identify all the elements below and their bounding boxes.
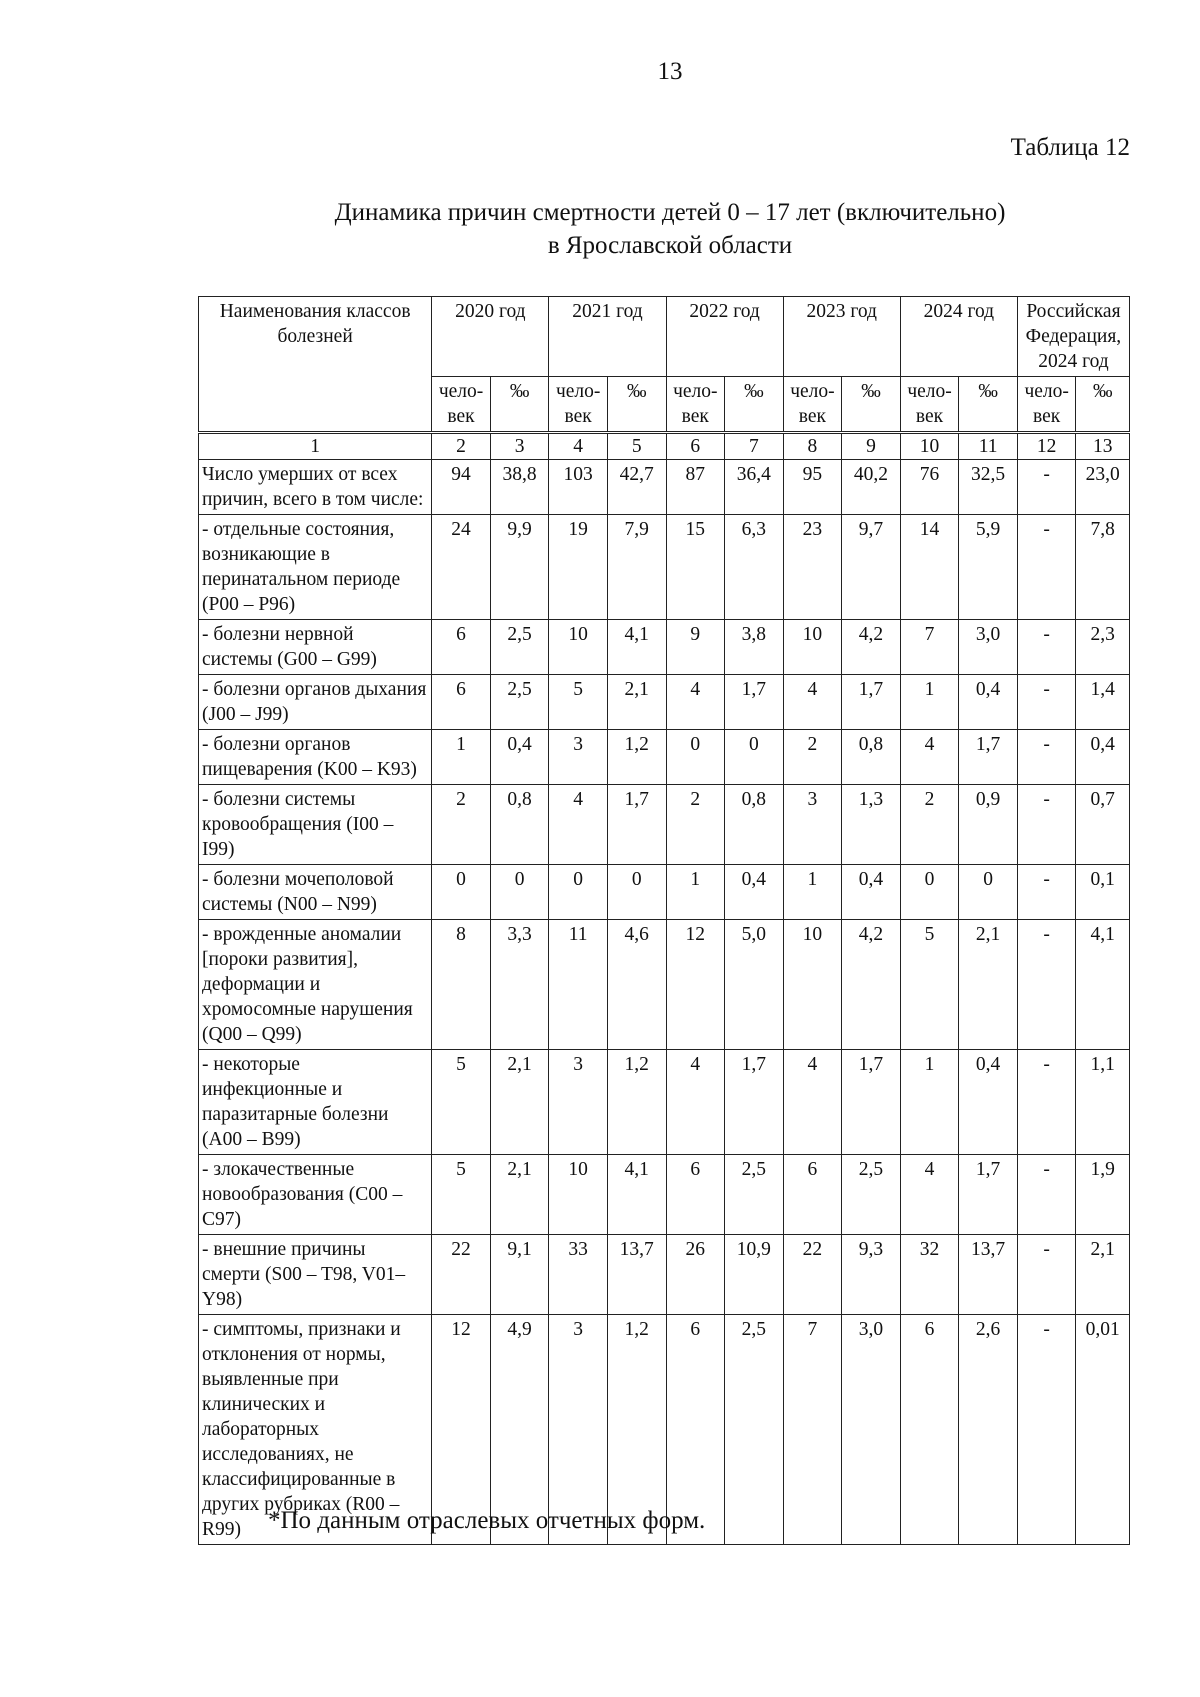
table-cell: 2,3: [1076, 620, 1130, 675]
table-cell: 0,8: [490, 785, 549, 865]
table-row: [199, 515, 1130, 620]
table-cell: 3: [549, 1315, 608, 1545]
table-cell: 0,4: [959, 675, 1018, 730]
table-cell: -: [1017, 1155, 1076, 1235]
table-cell: 3,8: [725, 620, 784, 675]
table-cell: 7,9: [607, 515, 666, 620]
table-cell: 1,9: [1076, 1155, 1130, 1235]
table-cell: 1,7: [842, 675, 901, 730]
table-cell: 1,2: [607, 1050, 666, 1155]
table-cell: 0: [490, 865, 549, 920]
table-cell: 38,8: [490, 460, 549, 515]
table-cell: -: [1017, 515, 1076, 620]
table-cell: 4: [666, 1050, 725, 1155]
title-line-2: в Ярославской области: [547, 232, 793, 259]
subheader-people: чело-век: [1017, 377, 1076, 433]
document-title: [0, 196, 1200, 262]
table-cell: 9,7: [842, 515, 901, 620]
table-cell: 24: [432, 515, 491, 620]
table-row: [199, 1050, 1130, 1155]
subheader-permille: ‰: [607, 377, 666, 433]
table-cell: 4: [900, 1155, 959, 1235]
subheader-people: чело-век: [666, 377, 725, 433]
table-cell: 1,7: [959, 1155, 1018, 1235]
table-cell: 9,3: [842, 1235, 901, 1315]
table-row: [199, 785, 1130, 865]
table-label: Таблица 12: [1010, 134, 1130, 161]
table-cell: 40,2: [842, 460, 901, 515]
header-disease-class: Наименования классов болезней: [199, 297, 432, 433]
row-disease-name: - внешние причины смерти (S00 – T98, V01–Y98): [199, 1235, 432, 1315]
table-cell: 2: [666, 785, 725, 865]
table-cell: 5: [900, 920, 959, 1050]
table-cell: 2,1: [490, 1155, 549, 1235]
table-cell: 23: [783, 515, 842, 620]
table-cell: 6: [783, 1155, 842, 1235]
column-number: 12: [1017, 433, 1076, 460]
column-number: 2: [432, 433, 491, 460]
mortality-table: [198, 296, 1130, 1545]
table-cell: 0: [432, 865, 491, 920]
row-disease-name: - симптомы, признаки и отклонения от нормы, выявленные при клинических и лабораторных исследованиях, не классифицированные в других рубриках (R00 – R99): [199, 1315, 432, 1545]
table-cell: 13,7: [959, 1235, 1018, 1315]
table-cell: 1,4: [1076, 675, 1130, 730]
table-row: [199, 730, 1130, 785]
subheader-permille: ‰: [1076, 377, 1130, 433]
table-cell: 10: [549, 1155, 608, 1235]
table-row: [199, 620, 1130, 675]
footnote: *По данным отраслевых отчетных форм.: [268, 1507, 706, 1534]
table-cell: 2,5: [490, 675, 549, 730]
header-year: 2023 год: [783, 297, 900, 377]
title-line-1: Динамика причин смертности детей 0 – 17 лет (включительно): [334, 199, 1006, 226]
table-cell: 42,7: [607, 460, 666, 515]
table-cell: 4: [666, 675, 725, 730]
table-cell: 4,2: [842, 620, 901, 675]
column-number: 9: [842, 433, 901, 460]
table-cell: 76: [900, 460, 959, 515]
table-cell: 1,7: [725, 675, 784, 730]
table-cell: 0,7: [1076, 785, 1130, 865]
subheader-permille: ‰: [842, 377, 901, 433]
table-cell: 1: [900, 675, 959, 730]
row-disease-name: - болезни системы кровообращения (I00 – I99): [199, 785, 432, 865]
column-number: 1: [199, 433, 432, 460]
table-cell: 7,8: [1076, 515, 1130, 620]
subheader-people: чело-век: [783, 377, 842, 433]
table-cell: 4,1: [607, 620, 666, 675]
table-cell: 15: [666, 515, 725, 620]
table-cell: 0,8: [842, 730, 901, 785]
table-cell: -: [1017, 865, 1076, 920]
table-cell: 1,7: [959, 730, 1018, 785]
table-cell: 5,0: [725, 920, 784, 1050]
subheader-permille: ‰: [490, 377, 549, 433]
column-number: 6: [666, 433, 725, 460]
table-cell: 3,0: [959, 620, 1018, 675]
table-cell: 0,01: [1076, 1315, 1130, 1545]
table-cell: -: [1017, 460, 1076, 515]
table-cell: 7: [900, 620, 959, 675]
column-number: 8: [783, 433, 842, 460]
table-cell: 19: [549, 515, 608, 620]
table-row: [199, 1235, 1130, 1315]
table-cell: 1,7: [842, 1050, 901, 1155]
table-cell: 0: [607, 865, 666, 920]
header-year: 2022 год: [666, 297, 783, 377]
table-cell: -: [1017, 730, 1076, 785]
table-cell: 4,6: [607, 920, 666, 1050]
row-disease-name: - врожденные аномалии [пороки развития], деформации и хромосомные нарушения (Q00 – Q99): [199, 920, 432, 1050]
table-cell: 2,6: [959, 1315, 1018, 1545]
column-number: 4: [549, 433, 608, 460]
table-cell: 32: [900, 1235, 959, 1315]
header-year: 2020 год: [432, 297, 549, 377]
table-cell: 3: [549, 1050, 608, 1155]
table-cell: 4: [900, 730, 959, 785]
table-cell: 0,4: [490, 730, 549, 785]
table-row: [199, 920, 1130, 1050]
table-cell: 3,3: [490, 920, 549, 1050]
table-cell: 12: [432, 1315, 491, 1545]
table-cell: 10,9: [725, 1235, 784, 1315]
table-cell: 33: [549, 1235, 608, 1315]
table-cell: -: [1017, 1050, 1076, 1155]
column-number: 3: [490, 433, 549, 460]
table-cell: 0,4: [1076, 730, 1130, 785]
table-cell: 0: [900, 865, 959, 920]
table-cell: 5: [549, 675, 608, 730]
table-cell: 0: [549, 865, 608, 920]
table-cell: 1,1: [1076, 1050, 1130, 1155]
table-cell: 4: [549, 785, 608, 865]
table-cell: 4,9: [490, 1315, 549, 1545]
table-cell: 2,1: [490, 1050, 549, 1155]
table-cell: 9,1: [490, 1235, 549, 1315]
table-cell: 2: [432, 785, 491, 865]
table-cell: 6: [900, 1315, 959, 1545]
subheader-people: чело-век: [432, 377, 491, 433]
table-cell: 1,3: [842, 785, 901, 865]
table-cell: 4: [783, 1050, 842, 1155]
table-cell: 2,1: [607, 675, 666, 730]
header-year: 2024 год: [900, 297, 1017, 377]
table-cell: 0: [725, 730, 784, 785]
table-cell: 6: [666, 1155, 725, 1235]
table-cell: 5: [432, 1050, 491, 1155]
row-disease-name: - злокачественные новообразования (C00 – C97): [199, 1155, 432, 1235]
table-cell: 36,4: [725, 460, 784, 515]
row-disease-name: - болезни нервной системы (G00 – G99): [199, 620, 432, 675]
table-cell: 87: [666, 460, 725, 515]
table-cell: 12: [666, 920, 725, 1050]
table-cell: 23,0: [1076, 460, 1130, 515]
table-row: [199, 460, 1130, 515]
table-cell: 13,7: [607, 1235, 666, 1315]
table-cell: 3: [783, 785, 842, 865]
table-cell: 2,1: [1076, 1235, 1130, 1315]
table-row: [199, 675, 1130, 730]
column-number: 13: [1076, 433, 1130, 460]
table-cell: 4,1: [607, 1155, 666, 1235]
table-cell: 6: [666, 1315, 725, 1545]
table-cell: 0,4: [842, 865, 901, 920]
row-disease-name: - некоторые инфекционные и паразитарные болезни (A00 – B99): [199, 1050, 432, 1155]
table-cell: 94: [432, 460, 491, 515]
row-disease-name: - болезни мочеполовой системы (N00 – N99): [199, 865, 432, 920]
table-cell: 5: [432, 1155, 491, 1235]
table-cell: 2: [900, 785, 959, 865]
table-cell: 7: [783, 1315, 842, 1545]
table-cell: 6: [432, 620, 491, 675]
table-cell: 4: [783, 675, 842, 730]
table-cell: 0,9: [959, 785, 1018, 865]
table-cell: 1,7: [725, 1050, 784, 1155]
table-cell: 11: [549, 920, 608, 1050]
column-number: 7: [725, 433, 784, 460]
table-cell: 3,0: [842, 1315, 901, 1545]
table-cell: 9: [666, 620, 725, 675]
page-number: 13: [657, 58, 683, 85]
subheader-people: чело-век: [900, 377, 959, 433]
table-cell: 22: [783, 1235, 842, 1315]
table-cell: 32,5: [959, 460, 1018, 515]
table-cell: 0,1: [1076, 865, 1130, 920]
table-cell: 2,1: [959, 920, 1018, 1050]
table-cell: 0,8: [725, 785, 784, 865]
table-cell: 5,9: [959, 515, 1018, 620]
table-cell: 2,5: [842, 1155, 901, 1235]
table-cell: 10: [783, 920, 842, 1050]
table-row: [199, 865, 1130, 920]
table-cell: -: [1017, 920, 1076, 1050]
table-cell: 2,5: [725, 1155, 784, 1235]
row-disease-name: Число умерших от всех причин, всего в том числе:: [199, 460, 432, 515]
table-cell: 2: [783, 730, 842, 785]
table-cell: 0,4: [725, 865, 784, 920]
table-cell: 0,4: [959, 1050, 1018, 1155]
table-cell: 0: [959, 865, 1018, 920]
table-cell: 95: [783, 460, 842, 515]
table-cell: -: [1017, 1235, 1076, 1315]
table-cell: 8: [432, 920, 491, 1050]
column-number: 11: [959, 433, 1018, 460]
column-number: 10: [900, 433, 959, 460]
table-cell: -: [1017, 675, 1076, 730]
table-cell: -: [1017, 1315, 1076, 1545]
table-cell: 1: [783, 865, 842, 920]
header-year: 2021 год: [549, 297, 666, 377]
table-cell: 103: [549, 460, 608, 515]
column-number: 5: [607, 433, 666, 460]
row-disease-name: - болезни органов дыхания (J00 – J99): [199, 675, 432, 730]
table-cell: 4,1: [1076, 920, 1130, 1050]
table-cell: 1: [432, 730, 491, 785]
subheader-permille: ‰: [959, 377, 1018, 433]
table-cell: 2,5: [490, 620, 549, 675]
table-cell: 1,2: [607, 730, 666, 785]
table-cell: 0: [666, 730, 725, 785]
header-rf: Российская Федерация, 2024 год: [1017, 297, 1129, 377]
table-cell: 26: [666, 1235, 725, 1315]
table-cell: 10: [783, 620, 842, 675]
table-cell: 9,9: [490, 515, 549, 620]
table-cell: 22: [432, 1235, 491, 1315]
subheader-permille: ‰: [725, 377, 784, 433]
table-cell: -: [1017, 785, 1076, 865]
table-cell: 14: [900, 515, 959, 620]
row-disease-name: - отдельные состояния, возникающие в перинатальном периоде (P00 – P96): [199, 515, 432, 620]
table-cell: 4,2: [842, 920, 901, 1050]
table-cell: 3: [549, 730, 608, 785]
table-cell: 1,2: [607, 1315, 666, 1545]
table-cell: 10: [549, 620, 608, 675]
table-cell: 1: [900, 1050, 959, 1155]
table-cell: 6: [432, 675, 491, 730]
table-cell: 1,7: [607, 785, 666, 865]
subheader-people: чело-век: [549, 377, 608, 433]
table-cell: 6,3: [725, 515, 784, 620]
table-cell: 1: [666, 865, 725, 920]
table-cell: 2,5: [725, 1315, 784, 1545]
table-cell: -: [1017, 620, 1076, 675]
table-row: [199, 1155, 1130, 1235]
row-disease-name: - болезни органов пищеварения (K00 – K93): [199, 730, 432, 785]
